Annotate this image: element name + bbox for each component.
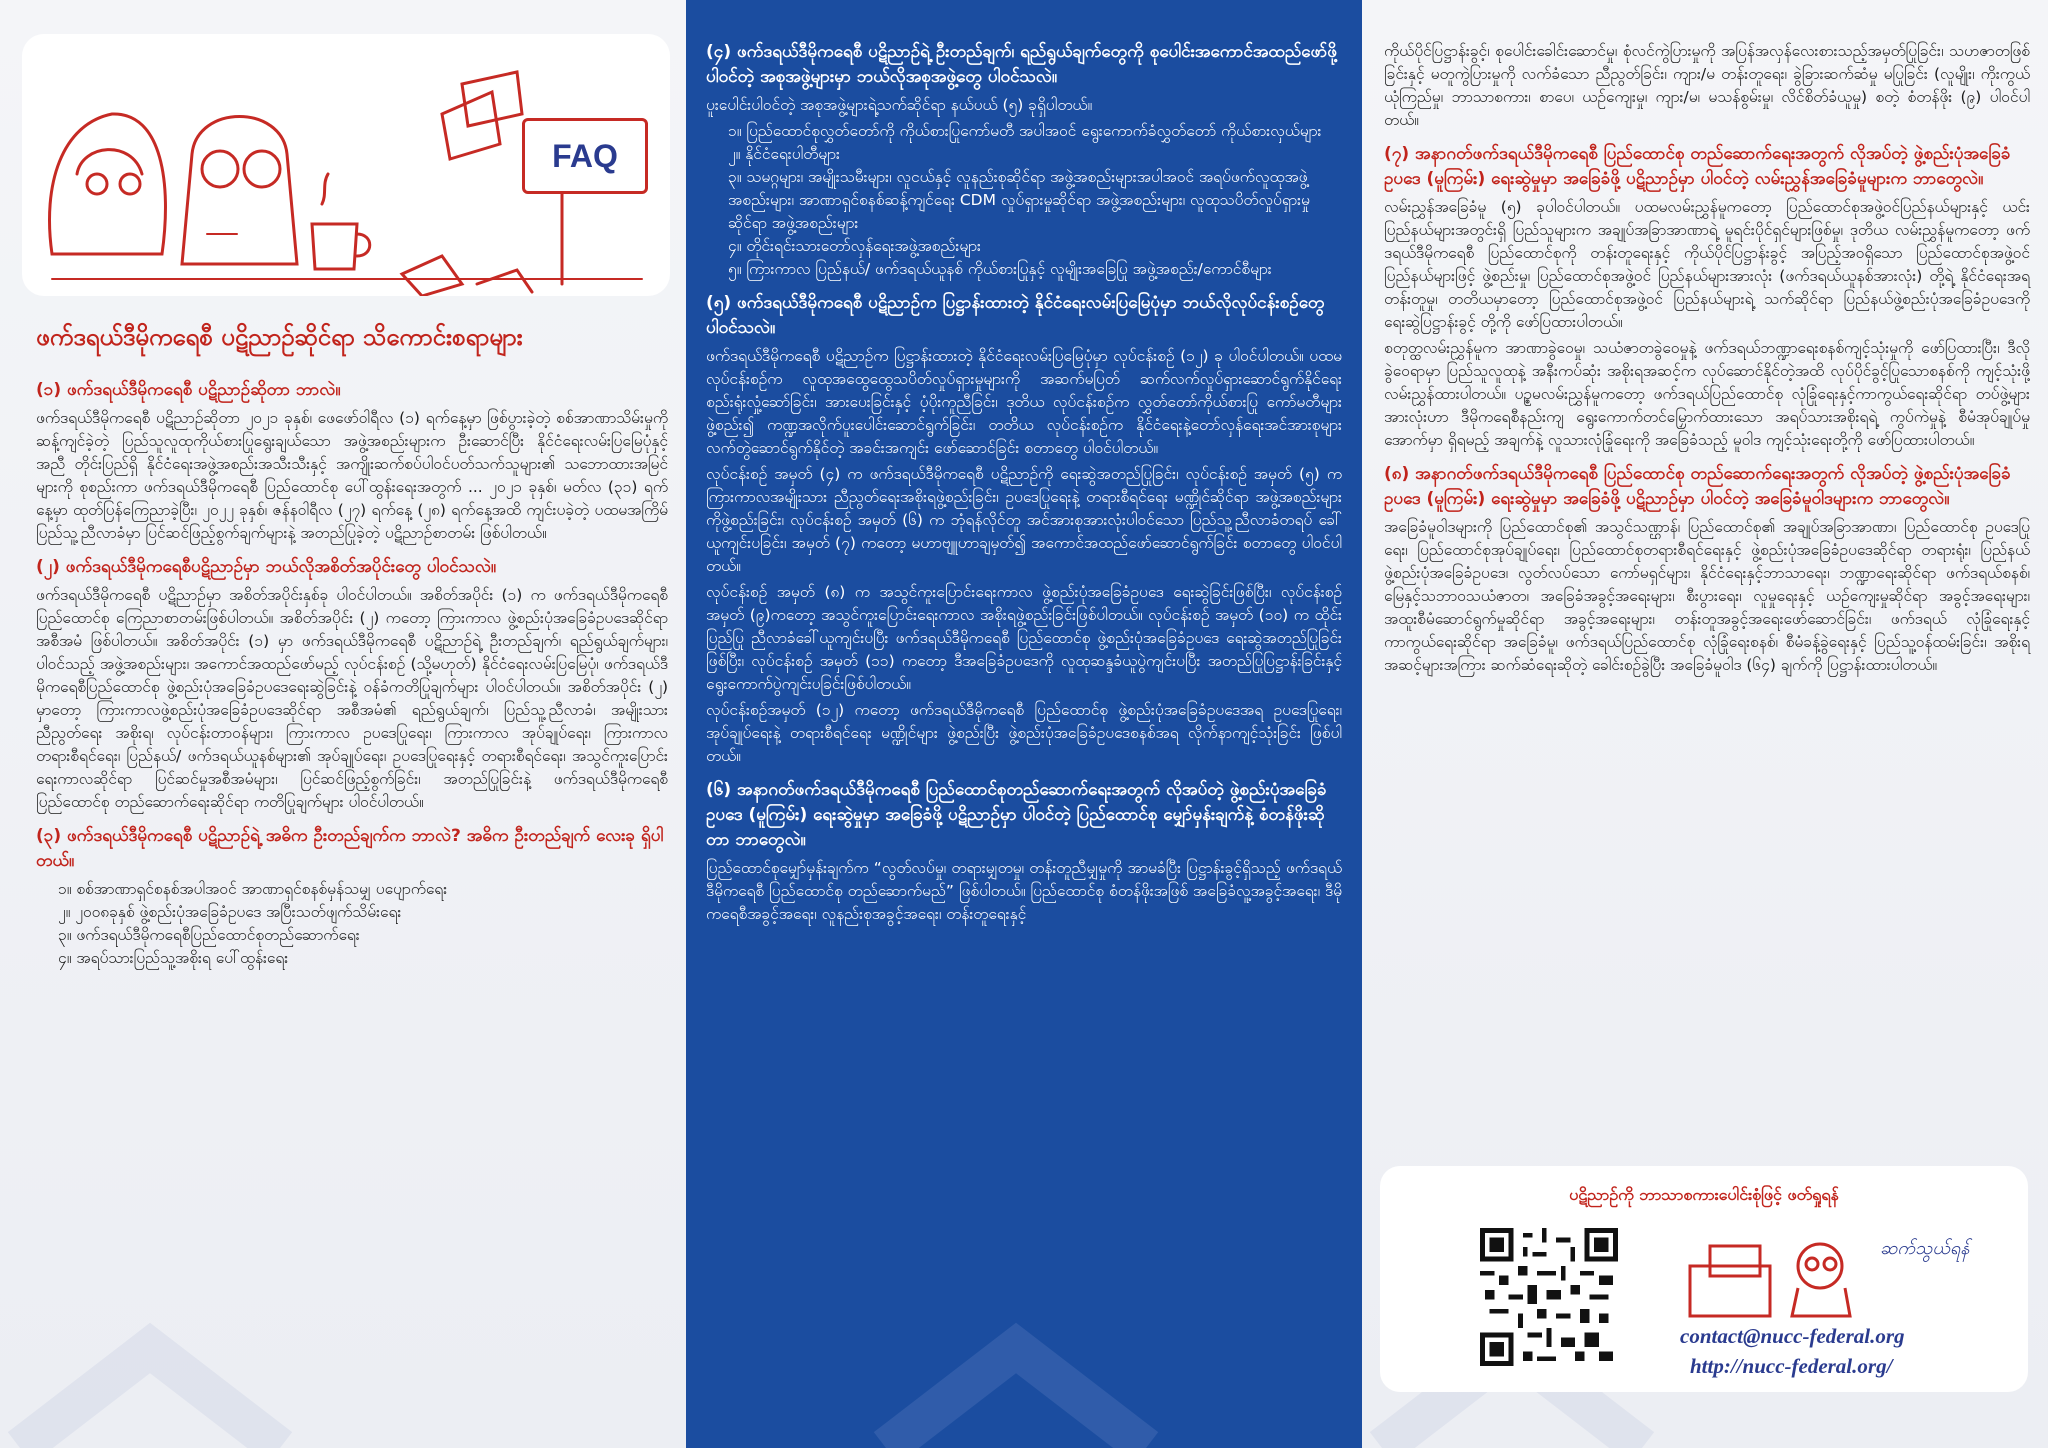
faq-answer: ပြည်ထောင်စုမျှော်မှန်းချက်က “လွတ်လပ်မှု၊ တရားမျှတမှု၊ တန်းတူညီမျှမှုကို အာမခံပြီး ပြဋ္ဌာန်းခွင့်ရှိသည့် ဖက်ဒရယ်ဒီမိုကရေစီ ပြည်ထောင်စု တည်ဆောက်မည်” ဖြစ်ပါတယ်။ ပြည်ထောင်စု စံတန်ဖိုးအဖြစ် အခြေခံလူ့အခွင့်အရေး၊ ဒီမိုကရေစီအခွင့်အရေး၊ လူနည်းစုအခွင့်အရေး၊ တန်းတူရေးနှင့် bbox=[706, 859, 1342, 923]
faq-item-5 bbox=[706, 291, 1342, 768]
faq-question: (၂) ဖက်ဒရယ်ဒီမိုကရေစီပဋိညာဉ်မှာ ဘယ်လိုအစိတ်အပိုင်းတွေ ပါဝင်သလဲ။ bbox=[36, 557, 497, 577]
faq-item-4 bbox=[706, 40, 1342, 281]
faq-illustration bbox=[22, 34, 670, 296]
faq-answer: လမ်းညွှန်အခြေခံမူ (၅) ခုပါဝင်ပါတယ်။ ပထမလမ်းညွှန်မူကတော့ ပြည်ထောင်စုအဖွဲ့ဝင်ပြည်နယ်များနှင့် ယင်းပြည်နယ်များအတွင်းရှိ ပြည်သူများက အချုပ်အခြာအာဏာရဲ့ မူရင်းပိုင်ရှင်များဖြစ်မှု၊ ဒုတိယ လမ်းညွှန်မူကတော့ ဖက်ဒရယ်ဒီမိုကရေစီ ပြည်ထောင်စုကို တန်းတူရေးနှင့် ကိုယ်ပိုင်ပြဋ္ဌာန်းခွင့် အပြည့်အဝရှိသော ပြည်ထောင်စုအဖွဲ့ဝင်ပြည်နယ်များဖြင့် ဖွဲ့စည်းမှု၊ ပြည်ထောင်စုအဖွဲ့ဝင် ပြည်နယ်များအားလုံး (ဖက်ဒရယ်ယူနစ်အားလုံး) တို့ရဲ့ နိုင်ငံရေးအရ တန်းတူမှု၊ တတိယမှာတော့ ပြည်ထောင်စုအဖွဲ့ဝင် ပြည်နယ်များရဲ့ သက်ဆိုင်ရာ ပြည်နယ်ဖွဲ့စည်းပုံအခြေခံဥပဒေကို ရေးဆွဲပြဋ္ဌာန်းခွင့် တို့ကို ဖော်ပြထားပါတယ်။ bbox=[1384, 198, 2030, 331]
faq-item-2 bbox=[36, 555, 668, 814]
qr-code-icon[interactable] bbox=[1480, 1228, 1618, 1366]
right-panel bbox=[1362, 0, 2048, 1448]
list-item: ၃။ သမဂ္ဂများ၊ အမျိုးသမီးများ၊ လူငယ်နှင့် လူနည်းစုဆိုင်ရာ အဖွဲ့အစည်းများအပါအဝင် အရပ်ဖက်လူထုအဖွဲ့အစည်းများ၊ အာဏာရှင်စနစ်ဆန့်ကျင်ရေး CDM လှုပ်ရှားမှုဆိုင်ရာ အဖွဲ့အစည်းများ၊ လူထုသပိတ်လှုပ်ရှားမှုဆိုင်ရာ အဖွဲ့အစည်းများ bbox=[728, 168, 1310, 232]
list-item: ၂။ ၂၀၀၈ခုနှစ် ဖွဲ့စည်းပုံအခြေခံဥပဒေ အပြီးသတ်ဖျက်သိမ်းရေး bbox=[58, 903, 402, 921]
faq-list bbox=[728, 120, 1342, 281]
faq-question: (၆) အနာဂတ်ဖက်ဒရယ်ဒီမိုကရေစီ ပြည်ထောင်စုတည်ဆောက်ရေးအတွက် လိုအပ်တဲ့ ဖွဲ့စည်းပုံအခြေခံဥပဒေ (မူကြမ်း) ရေးဆွဲမှုမှာ အခြေခံဖို့ ပဋိညာဉ်မှာ ပါဝင်တဲ့ ပြည်ထောင်စု မျှော်မှန်းချက်နဲ့ စံတန်ဖိုးဆိုတာ ဘာတွေလဲ။ bbox=[706, 780, 1327, 850]
faq-answer: ဖက်ဒရယ်ဒီမိုကရေစီ ပဋိညာဉ်မှာ အစိတ်အပိုင်းနှစ်ခု ပါဝင်ပါတယ်။ အစိတ်အပိုင်း (၁) က ဖက်ဒရယ်ဒီမိုကရေစီ ပြည်ထောင်စု ကြေညာစာတမ်းဖြစ်ပါတယ်။ အစိတ်အပိုင်း (၂) ကတော့ ကြားကာလ ဖွဲ့စည်းပုံအခြေခံဥပဒေဆိုင်ရာ အစီအမံ ဖြစ်ပါတယ်။ အစိတ်အပိုင်း (၁) မှာ ဖက်ဒရယ်ဒီမိုကရေစီ ပဋိညာဉ်ရဲ့ ဦးတည်ချက်၊ ရည်ရွယ်ချက်များ၊ ပါဝင်သည့် အဖွဲ့အစည်းများ၊ အကောင်အထည်ဖော်မည့် လုပ်ငန်းစဉ် (သို့မဟုတ်) နိုင်ငံရေးလမ်းပြမြေပုံ၊ ဖက်ဒရယ်ဒီမိုကရေစီပြည်ထောင်စု ဖွဲ့စည်းပုံအခြေခံဥပဒေရေးဆွဲခြင်းနဲ့ ဝန်ခံကတိပြုချက်များ ပါဝင်ပါတယ်။ အစိတ်အပိုင်း (၂) မှာတော့ ကြားကာလဖွဲ့စည်းပုံအခြေခံဥပဒေဆိုင်ရာ အစီအမံ၏ ရည်ရွယ်ချက်၊ ပြည်သူ့ညီလာခံ၊ အမျိုးသား ညီညွတ်ရေး အစိုးရ၊ လုပ်ငန်းတာဝန်များ၊ ကြားကာလ ဥပဒေပြုရေး၊ ကြားကာလ အုပ်ချုပ်ရေး၊ ကြားကာလ တရားစီရင်ရေး၊ ပြည်နယ်/ ဖက်ဒရယ်ယူနစ်များ၏ အုပ်ချုပ်ရေး၊ ဥပဒေပြုရေးနှင့် တရားစီရင်ရေး၊ အသွင်ကူးပြောင်းရေးကာလဆိုင်ရာ ပြင်ဆင်မှုအစီအမံများ၊ ပြင်ဆင်ဖြည့်စွက်ခြင်း၊ အတည်ပြုခြင်းနဲ့ ဖက်ဒရယ်ဒီမိုကရေစီ ပြည်ထောင်စု တည်ဆောက်ရေးဆိုင်ရာ ကတိပြုချက်များ ပါဝင်ပါတယ်။ bbox=[36, 586, 668, 811]
faq-question: (၇) အနာဂတ်ဖက်ဒရယ်ဒီမိုကရေစီ ပြည်ထောင်စု တည်ဆောက်ရေးအတွက် လိုအပ်တဲ့ ဖွဲ့စည်းပုံအခြေခံဥပဒေ (မူကြမ်း) ရေးဆွဲမှုမှာ အခြေခံဖို့ ပဋိညာဉ်မှာ ပါဝင်တဲ့ လမ်းညွှန်အခြေခံမူများက ဘာတွေလဲ။ bbox=[1384, 144, 2011, 189]
brochure-title: ဖက်ဒရယ်ဒီမိုကရေစီ ပဋိညာဉ်ဆိုင်ရာ သိကောင်းစရာများ bbox=[36, 323, 523, 351]
contact-signature: ဆက်သွယ်ရန် bbox=[1880, 1238, 1970, 1259]
faq-answer: အခြေခံမူဝါဒများကို ပြည်ထောင်စု၏ အသွင်သဏ္ဌာန်၊ ပြည်ထောင်စု၏ အချုပ်အခြာအာဏာ၊ ပြည်ထောင်စု ဥပဒေပြုရေး၊ ပြည်ထောင်စုအုပ်ချုပ်ရေး၊ ပြည်ထောင်စုတရားစီရင်ရေးနှင့် ဖွဲ့စည်းပုံအခြေခံဥပဒေဆိုင်ရာ တရားရုံး၊ ပြည်နယ်ဖွဲ့စည်းပုံအခြေခံဥပဒေ၊ လွတ်လပ်သော ကော်မရှင်များ၊ နိုင်ငံရေးနှင့်ဘာသာရေး၊ ဘဏ္ဍာရေးဆိုင်ရာ ဖက်ဒရယ်စနစ်၊ မြေနှင့်သဘာဝသယံဇာတ၊ အခြေခံအခွင့်အရေးများ၊ စီးပွားရေး၊ လူမှုရေးနှင့် ယဉ်ကျေးမှုဆိုင်ရာ အခွင့်အရေးများ၊ အထူးစီမံဆောင်ရွက်မှုဆိုင်ရာ အခွင့်အရေးများ၊ တန်းတူအခွင့်အရေးဖော်ဆောင်ခြင်း၊ ဖက်ဒရယ် လုံခြုံရေးနှင့် ကာကွယ်ရေးဆိုင်ရာ အခြေခံမူ၊ ဖက်ဒရယ်ပြည်ထောင်စု လုံခြုံရေးစနစ်၊ စီမံခန့်ခွဲရေးနှင့် ပြည်သူ့ဝန်ထမ်းခြင်း၊ အစိုးရအဆင့်များအကြား ဆက်ဆံရေးဆိုတဲ့ ခေါင်းစဉ်ခွဲပြီး အခြေခံမူဝါဒ (၆၄) ချက်ကို ပြဋ္ဌာန်းထားပါတယ်။ bbox=[1384, 518, 2030, 674]
computer-character-icon bbox=[1680, 1226, 1880, 1322]
middle-panel bbox=[686, 0, 1362, 1448]
left-panel bbox=[0, 0, 686, 1448]
faq-item-6 bbox=[706, 778, 1342, 926]
faq-item-8 bbox=[1384, 462, 2030, 677]
faq-item-1 bbox=[36, 378, 668, 545]
faq-question: (၃) ဖက်ဒရယ်ဒီမိုကရေစီ ပဋိညာဉ်ရဲ့ အဓိက ဦးတည်ချက်က ဘာလဲ? အဓိက ဦးတည်ချက် လေးခု ရှိပါတယ်။ bbox=[36, 826, 664, 871]
contact-heading: ပဋိညာဉ်ကို ဘာသာစကားပေါင်းစုံဖြင့် ဖတ်ရှုရန် bbox=[1569, 1185, 1839, 1204]
faq-item-6-continued bbox=[1384, 40, 2030, 132]
list-item: ၃။ ဖက်ဒရယ်ဒီမိုကရေစီပြည်ထောင်စုတည်ဆောက်ရေး bbox=[58, 926, 360, 944]
chevron-decoration bbox=[866, 1308, 1166, 1448]
chevron-decoration bbox=[0, 1308, 300, 1448]
middle-text-column bbox=[706, 40, 1342, 936]
list-item: ၅။ ကြားကာလ ပြည်နယ်/ ဖက်ဒရယ်ယူနစ် ကိုယ်စားပြုနှင့် လူမျိုးအခြေပြု အဖွဲ့အစည်း/ကောင်စီများ bbox=[728, 260, 1272, 278]
faq-answer: လုပ်ငန်းစဉ်အမှတ် (၁၂) ကတော့ ဖက်ဒရယ်ဒီမိုကရေစီ ပြည်ထောင်စု ဖွဲ့စည်းပုံအခြေခံဥပဒေအရ ဥပဒေပြုရေး၊ အုပ်ချုပ်ရေးနဲ့ တရားစီရင်ရေး မဏ္ဍိုင်များ ဖွဲ့စည်းပြီး ဖွဲ့စည်းပုံအခြေခံဥပဒေစနစ်အရ လိုက်နာကျင့်သုံးခြင်း ဖြစ်ပါတယ်။ bbox=[706, 701, 1342, 765]
faq-answer: ဖက်ဒရယ်ဒီမိုကရေစီ ပဋိညာဉ်ဆိုတာ ၂၀၂၁ ခုနှစ်၊ ဖေဖော်ဝါရီလ (၁) ရက်နေ့မှာ ဖြစ်ပွားခဲ့တဲ့ စစ်အာဏာသိမ်းမှုကို ဆန့်ကျင်ခဲ့တဲ့ ပြည်သူလူထုကိုယ်စားပြုရွေးချယ်သော အဖွဲ့အစည်းများက ဦးဆောင်ပြီး နိုင်ငံရေးလမ်းပြမြေပုံနှင့် အညီ တိုင်းပြည်ရှိ နိုင်ငံရေးအဖွဲ့အစည်းအသီးသီးနှင့် အကျိုးဆက်စပ်ပါဝင်ပတ်သက်သူများ၏ သဘောထားအမြင်များကို စုစည်းကာ ဖက်ဒရယ်ဒီမိုကရေစီ ပြည်ထောင်စု ပေါ်ထွန်းရေးအတွက် ... ၂၀၂၁ ခုနှစ်၊ မတ်လ (၃၁) ရက်နေ့မှာ ထုတ်ပြန်ကြေညာခဲ့ပြီး၊ ၂၀၂၂ ခုနှစ်၊ ဇန်နဝါရီလ (၂၇) ရက်နေ့ (၂၈) ရက်နေ့အထိ ကျင်းပခဲ့တဲ့ ပထမအကြိမ်ပြည်သူ့ညီလာခံမှာ ပြင်ဆင်ဖြည့်စွက်ချက်များနဲ့ အတည်ပြုခဲ့တဲ့ ပဋိညာဉ်စာတမ်း ဖြစ်ပါတယ်။ bbox=[36, 409, 668, 542]
faq-answer: လုပ်ငန်းစဉ် အမှတ် (၈) က အသွင်ကူးပြောင်းရေးကာလ ဖွဲ့စည်းပုံအခြေခံဥပဒေ ရေးဆွဲခြင်းဖြစ်ပြီး၊ လုပ်ငန်းစဉ် အမှတ် (၉)ကတော့ အသွင်ကူးပြောင်းရေးကာလ အစိုးရဖွဲ့စည်းခြင်းဖြစ်ပါတယ်။ လုပ်ငန်းစဉ် အမှတ် (၁၀) က ထိုင်းပြည်ပြု ညီလာခံခေါ်ယူကျင်းပပြီး ဖက်ဒရယ်ဒီမိုကရေစီ ပြည်ထောင်စု ဖွဲ့စည်းပုံအခြေခံဥပဒေ ရေးဆွဲအတည်ပြုခြင်းဖြစ်ပြီး၊ လုပ်ငန်းစဉ် အမှတ် (၁၁) ကတော့ ဒီအခြေခံဥပဒေကို လူထုဆန္ဒခံယူပွဲကျင်းပပြီး အတည်ပြုပြဋ္ဌာန်းခြင်းနှင့် ရွေးကောက်ပွဲကျင်းပခြင်းဖြစ်ပါတယ်။ bbox=[706, 583, 1342, 693]
faq-question: (၅) ဖက်ဒရယ်ဒီမိုကရေစီ ပဋိညာဉ်က ပြဋ္ဌာန်းထားတဲ့ နိုင်ငံရေးလမ်းပြမြေပုံမှာ ဘယ်လိုလုပ်ငန်းစဉ်တွေ ပါဝင်သလဲ။ bbox=[706, 293, 1325, 338]
faq-question: (၄) ဖက်ဒရယ်ဒီမိုကရေစီ ပဋိညာဉ်ရဲ့ ဦးတည်ချက်၊ ရည်ရွယ်ချက်တွေကို စုပေါင်းအကောင်အထည်ဖော်ဖို့ ပါဝင်တဲ့ အစုအဖွဲ့များမှာ ဘယ်လိုအစုအဖွဲ့တွေ ပါဝင်သလဲ။ bbox=[706, 42, 1337, 87]
faq-list bbox=[58, 878, 668, 970]
faq-answer: ဖက်ဒရယ်ဒီမိုကရေစီ ပဋိညာဉ်က ပြဋ္ဌာန်းထားတဲ့ နိုင်ငံရေးလမ်းပြမြေပုံမှာ လုပ်ငန်းစဉ် (၁၂) ခု ပါဝင်ပါတယ်။ ပထမ လုပ်ငန်းစဉ်က လူထုအထွေထွေသပိတ်လှုပ်ရှားမှုများကို အဆက်မပြတ် ဆက်လက်လှုပ်ရှားဆောင်ရွက်နိုင်ရေး စည်းရုံးလှုံ့ဆော်ခြင်း၊ အားပေးခြင်းနှင့် ပံ့ပိုးကူညီခြင်း၊ ဒုတိယ လုပ်ငန်းစဉ်က လွှတ်တော်ကိုယ်စားပြု ကော်မတီများဖွဲ့စည်း၍ ကဏ္ဍအလိုက်ပူးပေါင်းဆောင်ရွက်ခြင်း၊ တတိယ လုပ်ငန်းစဉ်က နိုင်ငံရေးနဲ့တော်လှန်ရေးအင်အားစုများ လက်တွဲဆောင်ရွက်နိုင်တဲ့ အခင်းအကျင်း ဖော်ဆောင်ခြင်း စတာတွေ ပါဝင်ပါတယ်။ bbox=[706, 347, 1342, 457]
faq-item-7 bbox=[1384, 142, 2030, 452]
list-item: ၂။ နိုင်ငံရေးပါတီများ bbox=[728, 145, 840, 163]
contact-card bbox=[1380, 1166, 2028, 1392]
faq-question: (၈) အနာဂတ်ဖက်ဒရယ်ဒီမိုကရေစီ ပြည်ထောင်စု တည်ဆောက်ရေးအတွက် လိုအပ်တဲ့ ဖွဲ့စည်းပုံအခြေခံဥပဒေ (မူကြမ်း) ရေးဆွဲမှုမှာ အခြေခံဖို့ ပဋိညာဉ်မှာ ပါဝင်တဲ့ အခြေခံမူဝါဒများက ဘာတွေလဲ။ bbox=[1384, 464, 2011, 509]
faq-answer: လုပ်ငန်းစဉ် အမှတ် (၄) က ဖက်ဒရယ်ဒီမိုကရေစီ ပဋိညာဉ်ကို ရေးဆွဲအတည်ပြုခြင်း၊ လုပ်ငန်းစဉ် အမှတ် (၅) က ကြားကာလအမျိုးသား ညီညွတ်ရေးအစိုးရဖွဲ့စည်းခြင်း၊ ဥပဒေပြုရေးနဲ့ တရားစီရင်ရေး မဏ္ဍိုင်ဆိုင်ရာ အဖွဲ့အစည်းများကိုဖွဲ့စည်းခြင်း၊ လုပ်ငန်းစဉ် အမှတ် (၆) က ဘုံရန်လိုင်တူ အင်အားစုအားလုံးပါဝင်သော ပြည်သူ့ညီလာခံတရပ် ခေါ်ယူကျင်းပခြင်း၊ အမှတ် (၇) ကတော့ မဟာဗျူဟာချမှတ်၍ အကောင်အထည်ဖော်ဆောင်ရွက်ခြင်း စတာတွေ ပါဝင်ပါတယ်။ bbox=[706, 465, 1342, 575]
right-text-column bbox=[1384, 40, 2030, 687]
website-link[interactable]: http://nucc-federal.org/ bbox=[1690, 1354, 1893, 1378]
faq-answer: စတုတ္ထလမ်းညွှန်မူက အာဏာခွဲဝေမှု၊ သယံဇာတခွဲဝေမှုနဲ့ ဖက်ဒရယ်ဘဏ္ဍာရေးစနစ်ကျင့်သုံးမှုကို ဖော်ပြထားပြီး၊ ဒီလို ခွဲဝေရာမှာ ပြည်သူလူထုနဲ့ အနီးကပ်ဆုံး အစိုးရအဆင့်က လုပ်ဆောင်နိုင်တဲ့အထိ လုပ်ပိုင်ခွင့်ပြုသောစနစ်ကို ကျင့်သုံးဖို့ လမ်းညွှန်ထားပါတယ်။ ပဥ္စမလမ်းညွှန်မူကတော့ ဖက်ဒရယ်ပြည်ထောင်စု လုံခြုံရေးနှင့်ကာကွယ်ရေးဆိုင်ရာ တပ်ဖွဲ့များအားလုံးဟာ ဒီမိုကရေစီနည်းကျ ရွေးကောက်တင်မြှောက်ထားသော အရပ်သားအစိုးရရဲ့ ကွပ်ကဲမှုနဲ့ စီမံအုပ်ချုပ်မှုအောက်မှာ ရှိရမည့် အချက်နဲ့ လူသားလုံခြုံရေးကို အခြေခံသည့် မူဝါဒ ကျင့်သုံးရေးတို့ကို ဖော်ပြထားပါတယ်။ bbox=[1384, 339, 2030, 449]
faq-answer: ပူးပေါင်းပါဝင်တဲ့ အစုအဖွဲ့များရဲ့သက်ဆိုင်ရာ နယ်ပယ် (၅) ခုရှိပါတယ်။ bbox=[706, 96, 1093, 114]
contact-email-link[interactable]: contact@nucc-federal.org bbox=[1680, 1324, 1905, 1348]
list-item: ၄။ အရပ်သားပြည်သူ့အစိုးရ ပေါ်ထွန်းရေး bbox=[58, 949, 289, 967]
list-item: ၁။ ပြည်ထောင်စုလွှတ်တော်ကို ကိုယ်စားပြုကော်မတီ အပါအဝင် ရွေးကောက်ခံလွှတ်တော် ကိုယ်စားလှယ်များ bbox=[728, 122, 1322, 140]
faq-item-3 bbox=[36, 824, 668, 970]
faq-question: (၁) ဖက်ဒရယ်ဒီမိုကရေစီ ပဋိညာဉ်ဆိုတာ ဘာလဲ။ bbox=[36, 380, 341, 400]
list-item: ၁။ စစ်အာဏာရှင်စနစ်အပါအဝင် အာဏာရှင်စနစ်မှန်သမျှ ပပျောက်ရေး bbox=[58, 880, 448, 898]
faq-sign: FAQ bbox=[522, 118, 648, 194]
left-text-column bbox=[36, 378, 668, 980]
list-item: ၄။ တိုင်းရင်းသားတော်လှန်ရေးအဖွဲ့အစည်းများ bbox=[728, 237, 981, 255]
faq-answer: ကိုယ်ပိုင်ပြဋ္ဌာန်းခွင့်၊ စုပေါင်းခေါင်းဆောင်မှု၊ စုံလင်ကွဲပြားမှုကို အပြန်အလှန်လေးစားသည့်အမှတ်ပြုခြင်း၊ သဟဇာတဖြစ်ခြင်းနှင့် မတူကွဲပြားမှုကို လက်ခံသော ညီညွတ်ခြင်း၊ ကျား/မ တန်းတူရေး၊ ခွဲခြားဆက်ဆံမှု မပြုခြင်း (လူမျိုး၊ ကိုးကွယ်ယုံကြည်မှု၊ ဘာသာစကား၊ စာပေ၊ ယဉ်ကျေးမှု၊ ကျား/မ၊ မသန်စွမ်းမှု၊ လိင်စိတ်ခံယူမှု) စတဲ့ စံတန်ဖိုး (၉) ပါဝင်ပါတယ်။ bbox=[1384, 42, 2030, 129]
